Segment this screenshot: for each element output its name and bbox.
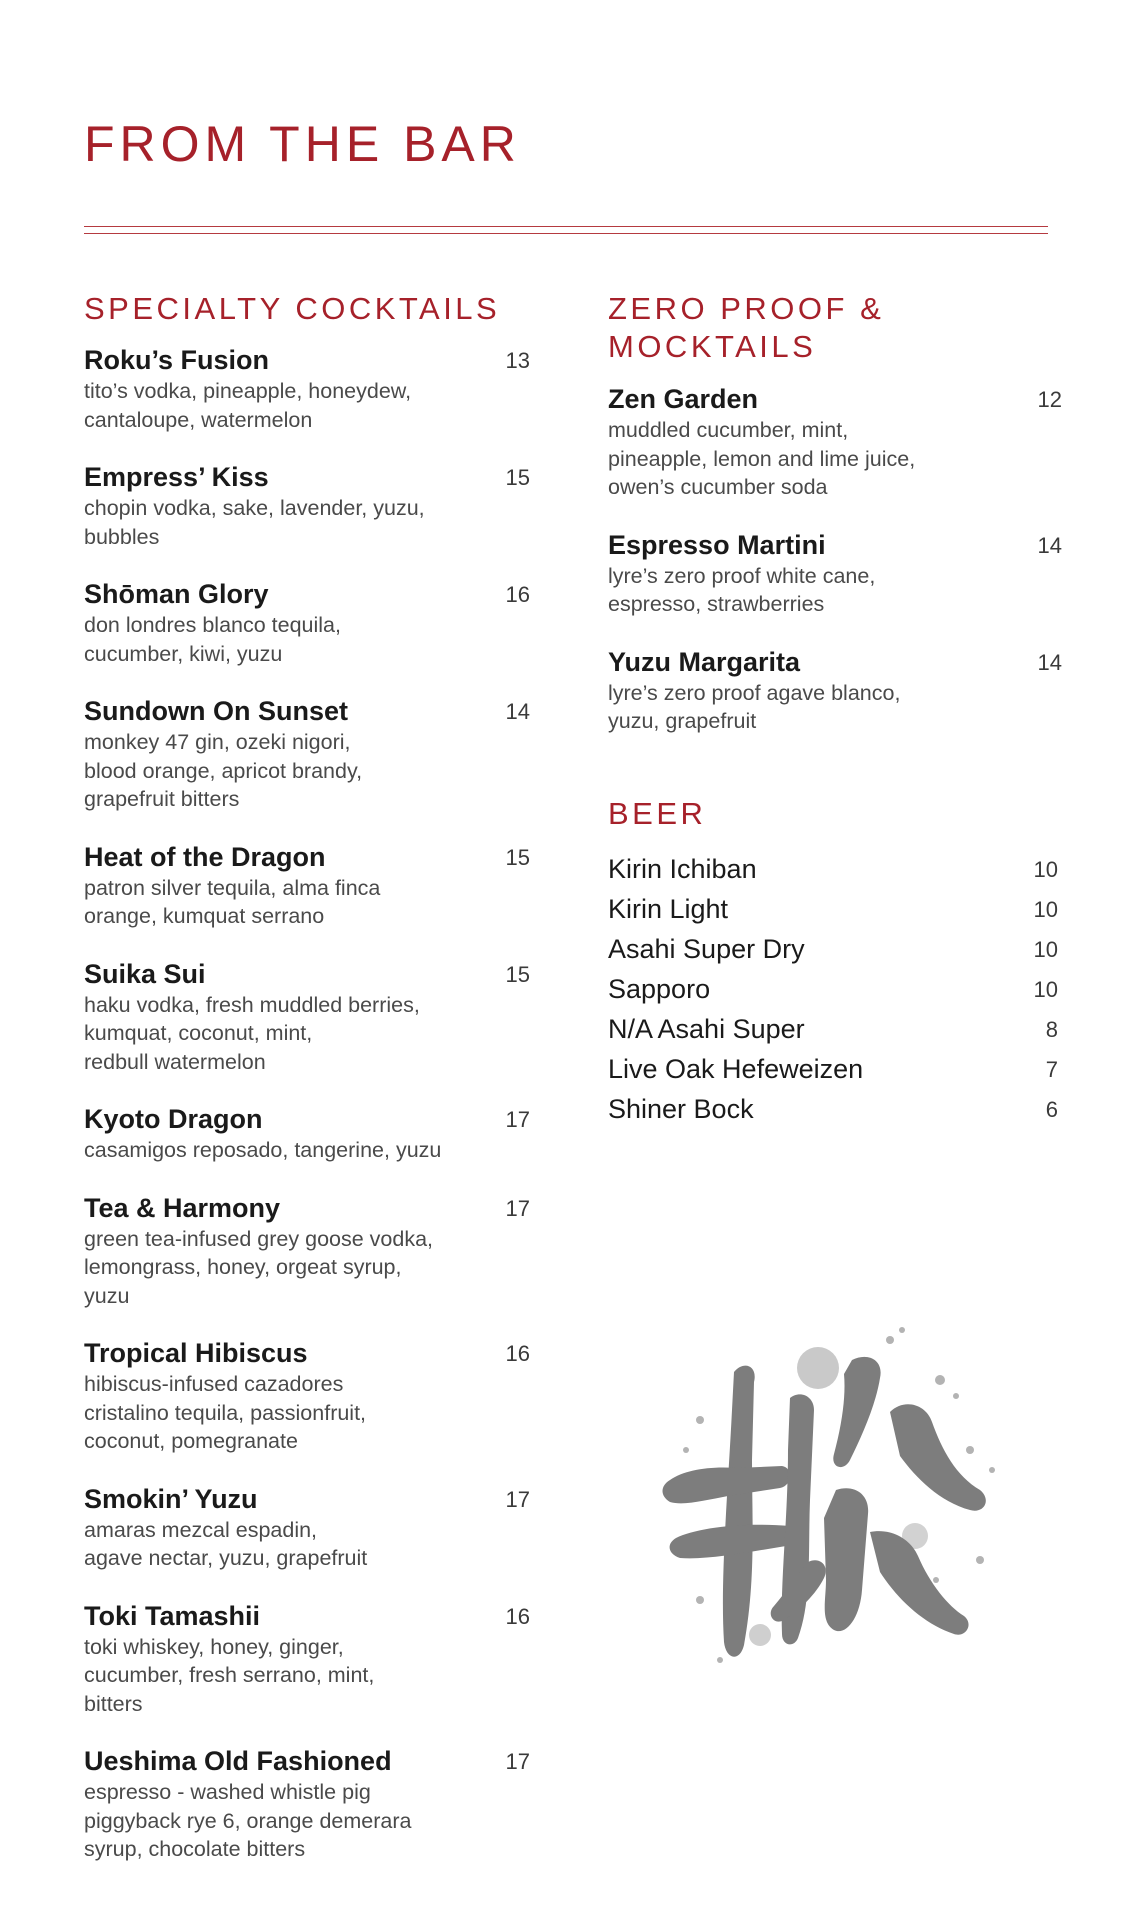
item-description-line: kumquat, coconut, mint, (84, 1021, 313, 1045)
item-description-line: grapefruit bitters (84, 787, 240, 811)
beer-row (608, 970, 1062, 1010)
item-description-line: redbull watermelon (84, 1049, 266, 1074)
item-description (608, 416, 1062, 502)
beer-row (608, 1050, 1062, 1090)
menu-item (84, 1192, 530, 1311)
beer-price: 10 (1033, 936, 1058, 962)
specialty-cocktails-list (84, 344, 530, 1864)
item-description (84, 1370, 530, 1456)
beer-row (608, 1090, 1062, 1130)
item-price: 16 (505, 582, 530, 607)
specialty-cocktails-heading: SPECIALTY COCKTAILS (84, 291, 501, 326)
item-description-line: bitters (84, 1691, 143, 1716)
item-description-line: coconut, pomegranate (84, 1429, 298, 1453)
zero-proof-heading-line-2: MOCKTAILS (608, 329, 817, 364)
menu-item (84, 1337, 530, 1456)
beer-row (608, 1010, 1062, 1050)
item-description-line: blood orange, apricot brandy, (84, 758, 363, 783)
item-description-line: owen’s cucumber soda (608, 475, 828, 499)
calligraphy-ink-icon (640, 1300, 1030, 1690)
title-divider-top (84, 226, 1048, 227)
beer-row (608, 890, 1062, 930)
beer-name: Kirin Light (608, 893, 729, 924)
item-description-line: agave nectar, yuzu, grapefruit (84, 1546, 368, 1570)
item-price: 16 (505, 1341, 530, 1366)
item-description (84, 611, 530, 668)
item-description-line: casamigos reposado, tangerine, yuzu (84, 1138, 442, 1162)
item-name: Tea & Harmony (84, 1192, 281, 1223)
title-divider-bottom (84, 233, 1048, 234)
item-description-line: lyre’s zero proof white cane, (608, 563, 876, 588)
item-description (84, 1778, 530, 1864)
menu-item (84, 1103, 530, 1165)
item-description-line: orange, kumquat serrano (84, 904, 325, 928)
item-price: 15 (505, 961, 530, 987)
beer-price: 7 (1045, 1056, 1058, 1082)
item-description-line: amaras mezcal espadin, (84, 1517, 318, 1542)
beer-price: 8 (1045, 1016, 1058, 1042)
item-description (84, 1136, 530, 1165)
item-name: Zen Garden (608, 384, 759, 414)
item-price: 17 (505, 1486, 530, 1512)
item-description-line: lemongrass, honey, orgeat syrup, (84, 1255, 402, 1279)
item-description-line: haku vodka, fresh muddled berries, (84, 992, 420, 1017)
item-name: Suika Sui (84, 958, 206, 989)
item-name: Heat of the Dragon (84, 841, 326, 872)
item-description-line: espresso, strawberries (608, 592, 825, 616)
item-description (84, 1633, 530, 1719)
zero-proof-column (608, 290, 1062, 1130)
item-price: 14 (1037, 532, 1062, 558)
beer-price: 10 (1033, 976, 1058, 1002)
item-description (84, 991, 530, 1077)
beer-row (608, 930, 1062, 970)
item-description-line: yuzu (84, 1283, 130, 1308)
item-description (84, 1516, 530, 1573)
beer-price: 10 (1033, 856, 1058, 882)
zero-proof-heading-line-1: ZERO PROOF & (608, 291, 885, 326)
item-name: Tropical Hibiscus (84, 1338, 308, 1368)
item-name: Espresso Martini (608, 529, 826, 560)
item-name: Smokin’ Yuzu (84, 1483, 258, 1514)
item-description (608, 679, 1062, 736)
item-description-line: chopin vodka, sake, lavender, yuzu, (84, 496, 425, 520)
item-price: 13 (505, 348, 530, 373)
item-description-line: syrup, chocolate bitters (84, 1837, 306, 1861)
item-description (84, 728, 530, 814)
menu-item (84, 1600, 530, 1719)
item-name: Sundown On Sunset (84, 696, 348, 726)
item-description-line: bubbles (84, 524, 160, 549)
item-description-line: hibiscus-infused cazadores (84, 1372, 344, 1396)
menu-item (608, 646, 1062, 736)
item-description (84, 1225, 530, 1311)
specialty-cocktails-column (84, 290, 530, 1891)
item-name: Roku’s Fusion (84, 345, 270, 375)
item-description-line: piggyback rye 6, orange demerara (84, 1808, 412, 1833)
item-description-line: muddled cucumber, mint, (608, 418, 849, 442)
beer-list (608, 850, 1062, 1130)
beer-price: 10 (1033, 896, 1058, 922)
item-description-line: cristalino tequila, passionfruit, (84, 1400, 367, 1425)
item-description-line: cucumber, kiwi, yuzu (84, 641, 283, 666)
menu-item (608, 383, 1062, 502)
beer-row (608, 850, 1062, 890)
zero-proof-list (608, 383, 1062, 736)
item-description-line: patron silver tequila, alma finca (84, 875, 381, 900)
menu-item (84, 578, 530, 668)
item-price: 14 (505, 699, 530, 724)
beer-name: N/A Asahi Super (608, 1013, 805, 1044)
beer-heading: BEER (608, 795, 707, 831)
menu-item (84, 461, 530, 551)
item-name: Ueshima Old Fashioned (84, 1746, 392, 1776)
item-description-line: toki whiskey, honey, ginger, (84, 1634, 344, 1659)
beer-name: Asahi Super Dry (608, 933, 805, 964)
beer-name: Live Oak Hefeweizen (608, 1053, 864, 1084)
menu-item (84, 695, 530, 814)
item-name: Shōman Glory (84, 579, 269, 609)
item-price: 17 (505, 1749, 530, 1774)
item-price: 17 (505, 1195, 530, 1221)
menu-item (84, 841, 530, 931)
item-price: 17 (505, 1107, 530, 1132)
item-description-line: don londres blanco tequila, (84, 613, 341, 637)
item-description (608, 562, 1062, 619)
zero-proof-heading (608, 290, 1062, 366)
item-description-line: green tea-infused grey goose vodka, (84, 1226, 434, 1251)
item-price: 15 (505, 844, 530, 870)
item-name: Yuzu Margarita (608, 646, 801, 677)
menu-item (84, 344, 530, 434)
item-description-line: espresso - washed whistle pig (84, 1780, 371, 1804)
item-description-line: pineapple, lemon and lime juice, (608, 446, 916, 471)
menu-item (84, 1745, 530, 1864)
menu-item (84, 1483, 530, 1573)
item-description (84, 494, 530, 551)
beer-name: Kirin Ichiban (608, 853, 757, 884)
beer-name: Shiner Bock (608, 1093, 754, 1124)
item-price: 14 (1037, 649, 1062, 675)
item-description-line: tito’s vodka, pineapple, honeydew, (84, 379, 412, 403)
item-description-line: yuzu, grapefruit (608, 709, 757, 733)
item-name: Toki Tamashii (84, 1600, 261, 1631)
page-title: FROM THE BAR (84, 116, 521, 172)
item-description-line: lyre’s zero proof agave blanco, (608, 680, 901, 705)
item-description-line: cantaloupe, watermelon (84, 407, 313, 432)
menu-item (608, 529, 1062, 619)
item-name: Kyoto Dragon (84, 1104, 263, 1134)
beer-name: Sapporo (608, 973, 711, 1004)
item-description-line: cucumber, fresh serrano, mint, (84, 1663, 375, 1687)
item-price: 12 (1037, 387, 1062, 412)
beer-price: 6 (1045, 1096, 1058, 1122)
item-description (84, 874, 530, 931)
item-price: 16 (505, 1603, 530, 1629)
item-description-line: monkey 47 gin, ozeki nigori, (84, 730, 351, 754)
item-name: Empress’ Kiss (84, 462, 269, 492)
item-description (84, 377, 530, 434)
menu-item (84, 958, 530, 1077)
item-price: 15 (505, 465, 530, 490)
